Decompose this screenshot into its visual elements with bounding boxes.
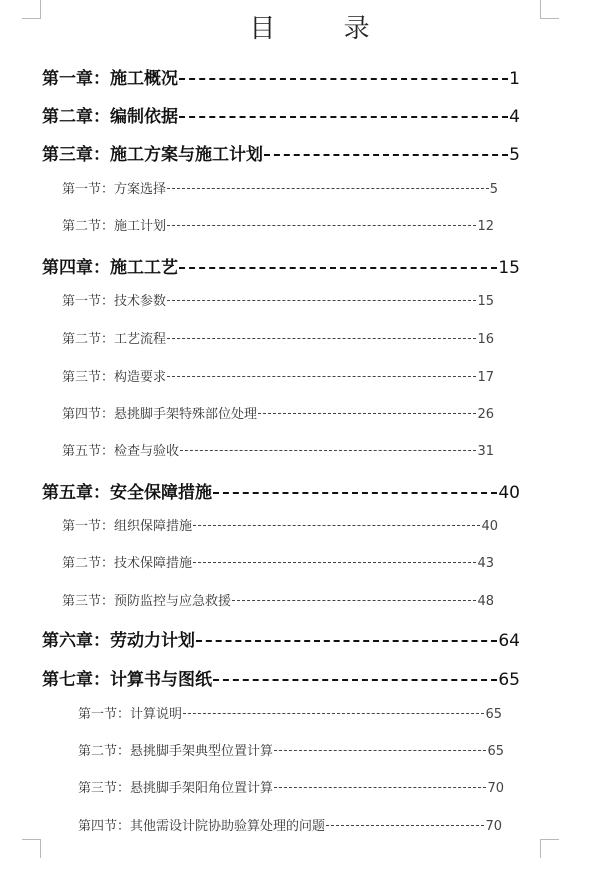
toc-page-number: 65 [498, 670, 520, 690]
toc-entry-label: 第三节：预防监控与应急救援 [62, 594, 232, 609]
toc-page-number: 31 [477, 444, 494, 459]
toc-chapter-entry[interactable] [42, 665, 520, 690]
toc-section-entry[interactable] [62, 328, 494, 347]
toc-leader-dashes [179, 267, 497, 269]
toc-leader-dashes [180, 450, 476, 451]
toc-entry-label: 第五章：安全保障措施 [42, 483, 212, 503]
toc-page-number: 70 [487, 781, 504, 796]
toc-entry-label: 第二节：施工计划 [62, 219, 167, 234]
toc-entry-label: 第五节：检查与验收 [62, 444, 180, 459]
toc-chapter-entry[interactable] [42, 64, 520, 89]
toc-page-number: 15 [498, 258, 520, 278]
toc-page-number: 17 [477, 370, 494, 385]
toc-page-number: 40 [498, 483, 520, 503]
toc-section-entry[interactable] [62, 215, 494, 234]
toc-entry-label: 第一节：计算说明 [78, 707, 183, 722]
toc-entry-label: 第一节：方案选择 [62, 182, 167, 197]
toc-page-number: 16 [477, 332, 494, 347]
toc-chapter-entry[interactable] [42, 626, 520, 651]
toc-entry-label: 第一节：组织保障措施 [62, 519, 193, 534]
toc-section-entry[interactable] [62, 515, 498, 534]
toc-leader-dashes [167, 376, 476, 377]
toc-page-number: 12 [477, 219, 494, 234]
toc-entry-label: 第四章：施工工艺 [42, 258, 178, 278]
toc-page-number: 1 [509, 69, 520, 89]
toc-leader-dashes [183, 713, 484, 714]
toc-leader-dashes [167, 300, 476, 301]
toc-section-entry[interactable] [78, 777, 504, 796]
toc-entry-label: 第二节：工艺流程 [62, 332, 167, 347]
toc-entry-label: 第一节：技术参数 [62, 294, 167, 309]
toc-leader-dashes [167, 338, 476, 339]
toc-leader-dashes [193, 562, 476, 563]
toc-entry-label: 第四节：悬挑脚手架特殊部位处理 [62, 407, 258, 422]
toc-chapter-entry[interactable] [42, 478, 520, 503]
toc-section-entry[interactable] [62, 440, 494, 459]
toc-page-number: 4 [509, 107, 520, 127]
toc-page-number: 48 [477, 594, 494, 609]
toc-chapter-entry[interactable] [42, 102, 520, 127]
toc-entry-label: 第二节：悬挑脚手架典型位置计算 [78, 744, 274, 759]
toc-section-entry[interactable] [62, 552, 494, 571]
toc-section-entry[interactable] [62, 590, 494, 609]
toc-entry-label: 第三章：施工方案与施工计划 [42, 145, 263, 165]
toc-entry-label: 第三节：悬挑脚手架阳角位置计算 [78, 781, 274, 796]
toc-section-entry[interactable] [62, 178, 498, 197]
toc-chapter-entry[interactable] [42, 253, 520, 278]
toc-leader-dashes [232, 600, 476, 601]
toc-page-number: 5 [509, 145, 520, 165]
toc-page-number: 64 [498, 631, 520, 651]
toc-section-entry[interactable] [62, 366, 494, 385]
toc-entry-label: 第二章：编制依据 [42, 107, 178, 127]
toc-entry-label: 第三节：构造要求 [62, 370, 167, 385]
toc-entry-label: 第六章：劳动力计划 [42, 631, 195, 651]
toc-entry-label: 第四节：其他需设计院协助验算处理的问题 [78, 819, 326, 834]
toc-section-entry[interactable] [62, 290, 494, 309]
toc-title: 目 录 [249, 14, 400, 44]
page-corner-bottom-left [22, 839, 41, 858]
toc-leader-dashes [193, 525, 480, 526]
toc-leader-dashes [196, 640, 497, 642]
toc-entry-label: 第一章：施工概况 [42, 69, 178, 89]
toc-section-entry[interactable] [78, 740, 504, 759]
toc-leader-dashes [167, 188, 489, 189]
toc-leader-dashes [167, 225, 476, 226]
toc-leader-dashes [274, 787, 486, 788]
toc-page-number: 5 [489, 182, 498, 197]
toc-section-entry[interactable] [62, 403, 494, 422]
toc-section-entry[interactable] [78, 815, 502, 834]
toc-leader-dashes [179, 78, 508, 80]
toc-page-number: 26 [477, 407, 494, 422]
toc-chapter-entry[interactable] [42, 140, 520, 165]
toc-page-number: 40 [481, 519, 498, 534]
toc-page-number: 65 [485, 707, 502, 722]
toc-page-number: 65 [487, 744, 504, 759]
toc-page-number: 15 [477, 294, 494, 309]
toc-entry-label: 第二节：技术保障措施 [62, 556, 193, 571]
toc-entry-label: 第七章：计算书与图纸 [42, 670, 212, 690]
toc-leader-dashes [258, 413, 476, 414]
page-corner-bottom-right [540, 839, 559, 858]
toc-leader-dashes [213, 492, 497, 494]
toc-page-number: 70 [485, 819, 502, 834]
toc-leader-dashes [213, 679, 497, 681]
toc-leader-dashes [264, 154, 508, 156]
toc-page-number: 43 [477, 556, 494, 571]
toc-section-entry[interactable] [78, 703, 502, 722]
toc-leader-dashes [179, 116, 508, 118]
toc-leader-dashes [274, 750, 486, 751]
toc-leader-dashes [326, 825, 484, 826]
